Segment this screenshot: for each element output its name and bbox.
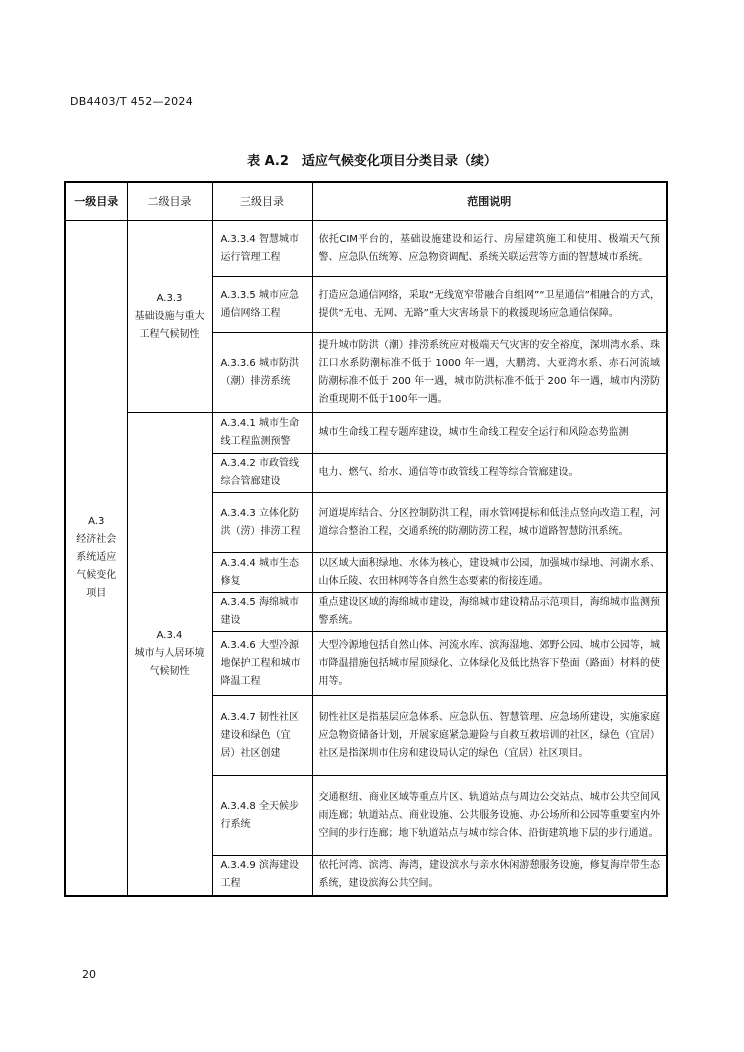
- level3-item-name: A.3.4.4 城市生态修复: [212, 553, 312, 593]
- scope-description: 重点建设区域的海绵城市建设，海绵城市建设精品示范项目，海绵城市监测预警系统。: [312, 593, 667, 632]
- level2-category-label: A.3.3 基础设施与重大工程气候韧性: [134, 292, 205, 340]
- column-header-level1: 一级目录: [65, 182, 127, 221]
- level3-item-name: A.3.4.8 全天候步行系统: [212, 776, 312, 856]
- level2-category-cell: [127, 413, 212, 896]
- table-title: 表 A.2 适应气候变化项目分类目录（续）: [247, 154, 497, 169]
- scope-description: 电力、燃气、给水、通信等市政管线工程等综合管廊建设。: [312, 454, 667, 493]
- level3-item-name: A.3.4.7 韧性社区建设和绿色（宜居）社区创建: [212, 696, 312, 776]
- level1-category-label: A.3 经济社会系统适应气候变化项目: [76, 515, 117, 599]
- level3-item-name: A.3.3.6 城市防洪（潮）排涝系统: [212, 333, 312, 413]
- scope-description: 依托CIM平台的，基础设施建设和运行、房屋建筑施工和使用、极端天气预警、应急队伍统筹、应急物资调配、系统关联运营等方面的智慧城市系统。: [312, 221, 667, 277]
- scope-description: 以区域大面积绿地、水体为核心，建设城市公园，加强城市绿地、河湖水系、山体丘陵、农田林网等各自然生态要素的衔接连通。: [312, 553, 667, 593]
- level2-category-label: A.3.4 城市与人居环境气候韧性: [134, 629, 205, 677]
- scope-description: 提升城市防洪（潮）排涝系统应对极端天气灾害的安全裕度，深圳湾水系、珠江口水系防潮标准不低于 1000 年一遇，大鹏湾、大亚湾水系、赤石河流域防潮标准不低于 200 年一遇，城市防洪标准不低于 200 年一遇，城市内涝防治重现期不低于100年一遇。: [312, 333, 667, 413]
- scope-description: 韧性社区是指基层应急体系、应急队伍、智慧管理、应急场所建设，实施家庭应急物资储备计划，开展家庭紧急避险与自救互救培训的社区，绿色（宜居）社区是指深圳市住房和建设局认定的绿色（宜居）社区项目。: [312, 696, 667, 776]
- document-code: DB4403/T 452—2024: [70, 95, 194, 108]
- level1-category-cell: [65, 221, 127, 896]
- scope-description: 河道堤库结合、分区控制防洪工程，雨水管网提标和低洼点竖向改造工程，河道综合整治工程，交通系统的防潮防涝工程，城市道路智慧防汛系统。: [312, 493, 667, 553]
- category-table: [64, 181, 668, 897]
- level3-item-name: A.3.3.5 城市应急通信网络工程: [212, 277, 312, 333]
- level3-item-name: A.3.4.5 海绵城市建设: [212, 593, 312, 632]
- level3-item-name: A.3.4.6 大型冷源地保护工程和城市降温工程: [212, 632, 312, 696]
- column-header-scope: 范围说明: [312, 182, 667, 221]
- page-number: 20: [82, 968, 96, 981]
- level3-item-name: A.3.4.1 城市生命线工程监测预警: [212, 413, 312, 454]
- scope-description: 打造应急通信网络，采取“无线宽窄带融合自组网”“卫星通信”相融合的方式，提供“无电、无网、无路”重大灾害场景下的救援现场应急通信保障。: [312, 277, 667, 333]
- table-row: [65, 221, 667, 277]
- level3-item-name: A.3.4.3 立体化防洪（涝）排涝工程: [212, 493, 312, 553]
- table-row: [65, 413, 667, 454]
- level2-category-cell: [127, 221, 212, 413]
- level3-item-name: A.3.4.9 滨海建设工程: [212, 856, 312, 896]
- column-header-level3: 三级目录: [212, 182, 312, 221]
- level3-item-name: A.3.3.4 智慧城市运行管理工程: [212, 221, 312, 277]
- column-header-level2: 二级目录: [127, 182, 212, 221]
- table-header-row: [65, 182, 667, 221]
- scope-description: 依托河湾、滨湾、海湾，建设滨水与亲水休闲游憩服务设施，修复海岸带生态系统，建设滨海公共空间。: [312, 856, 667, 896]
- scope-description: 大型冷源地包括自然山体、河流水库、滨海湿地、郊野公园、城市公园等，城市降温措施包括城市屋顶绿化、立体绿化及低比热容下垫面（路面）材料的使用等。: [312, 632, 667, 696]
- level3-item-name: A.3.4.2 市政管线综合管廊建设: [212, 454, 312, 493]
- scope-description: 城市生命线工程专题库建设，城市生命线工程安全运行和风险态势监测: [312, 413, 667, 454]
- scope-description: 交通枢纽、商业区域等重点片区、轨道站点与周边公交站点、城市公共空间风雨连廊；轨道站点、商业设施、公共服务设施、办公场所和公园等重要室内外空间的步行连廊；地下轨道站点与城市综合体、沿街建筑地下层的步行通道。: [312, 776, 667, 856]
